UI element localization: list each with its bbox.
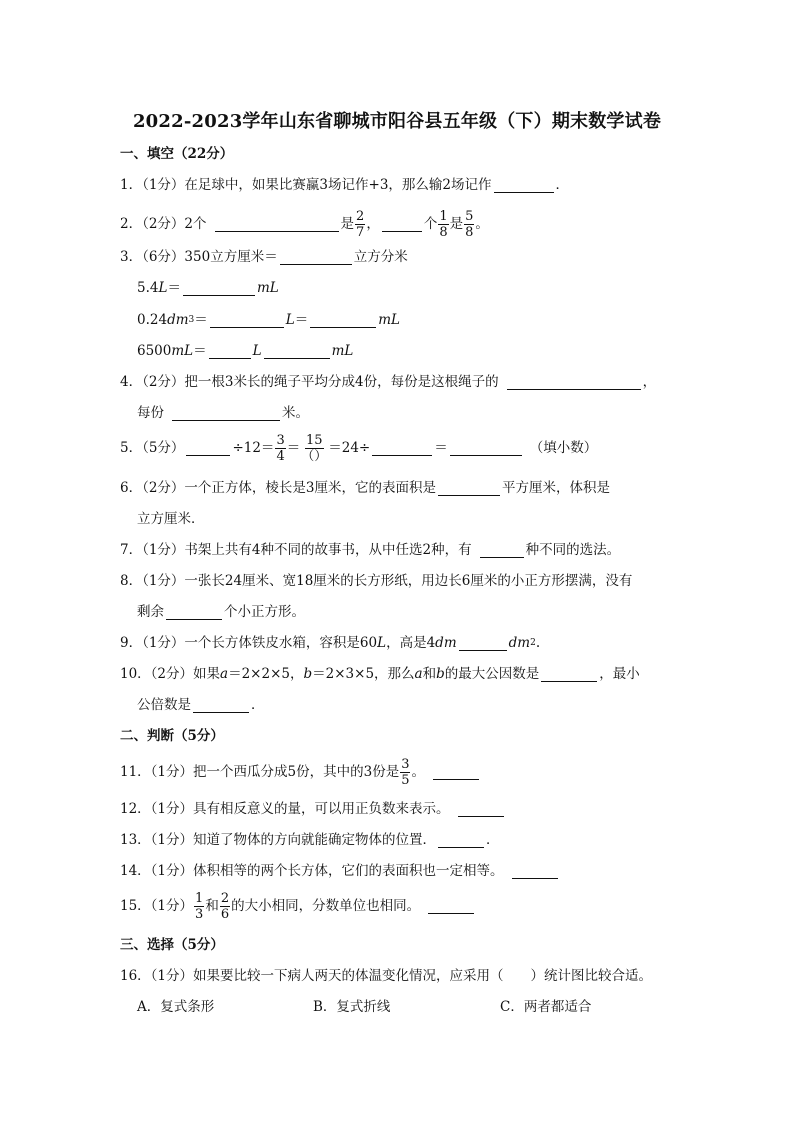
question-3-line-4 bbox=[137, 341, 353, 361]
question-14 bbox=[120, 861, 560, 881]
question-7-text: 7．（1分）书架上共有4种不同的故事书，从中任选2种，有 bbox=[120, 542, 472, 558]
unit: L bbox=[377, 635, 387, 651]
answer-blank[interactable] bbox=[209, 344, 251, 359]
fraction: $\frac{3}{4}$ bbox=[276, 432, 285, 464]
question-16 bbox=[120, 966, 652, 986]
answer-blank[interactable] bbox=[183, 281, 255, 296]
question-16-text: 16．（1分）如果要比较一下病人两天的体温变化情况，应采用（ ）统计图比较合适。 bbox=[120, 968, 653, 984]
unit: mL bbox=[256, 280, 279, 296]
fraction: $\frac{15}{()}$ bbox=[301, 432, 328, 464]
question-11-text: 11．（1分）把一个西瓜分成5份，其中的3份是 bbox=[120, 764, 400, 780]
unit: dm bbox=[508, 635, 531, 651]
variable: b bbox=[303, 666, 313, 682]
question-12 bbox=[120, 799, 506, 819]
question-6 bbox=[120, 478, 610, 498]
equals: ＝ bbox=[434, 440, 448, 456]
section-fill-in: 一、填空（22分） bbox=[120, 146, 234, 162]
question-10-end: ． bbox=[251, 697, 265, 713]
fraction: $\frac{1}{8}$ bbox=[439, 208, 448, 240]
fraction: $\frac{2}{7}$ bbox=[356, 208, 365, 240]
answer-blank[interactable] bbox=[428, 899, 474, 914]
variable: a bbox=[220, 666, 229, 682]
question-7 bbox=[120, 540, 620, 560]
question-8-text: 8．（1分）一张长24厘米、宽18厘米的长方形纸，用边长6厘米的小正方形摆满，没有 bbox=[120, 573, 633, 589]
question-13-text: 13．（1分）知道了物体的方向就能确定物体的位置． bbox=[120, 832, 437, 848]
question-2-text-e: 是 bbox=[449, 216, 464, 232]
question-13-end: ． bbox=[486, 832, 500, 848]
question-10-text-d: 和 bbox=[422, 666, 437, 682]
question-10-line-2 bbox=[137, 695, 265, 715]
question-7-end: 种不同的选法。 bbox=[525, 542, 621, 558]
unit: mL bbox=[331, 343, 354, 359]
option-a[interactable]: A．复式条形 bbox=[137, 999, 215, 1015]
equals: ＝ bbox=[294, 312, 309, 328]
question-9-text: 9．（1分）一个长方体铁皮水箱，容积是60 bbox=[120, 635, 378, 651]
question-5-end: （填小数） bbox=[529, 440, 598, 456]
fraction: $\frac{3}{5}$ bbox=[401, 756, 410, 788]
question-3-end: 立方分米 bbox=[353, 249, 408, 265]
value: 6500 bbox=[137, 343, 172, 359]
answer-blank[interactable] bbox=[480, 543, 524, 558]
question-10-text-c: ＝2×3×5，那么 bbox=[312, 666, 415, 682]
unit: dm bbox=[435, 635, 457, 651]
question-5-text: 5．（5分） bbox=[120, 440, 185, 456]
question-9-end: . bbox=[535, 635, 541, 651]
answer-blank[interactable] bbox=[210, 313, 284, 328]
question-2-text: 2．（2分）2个 bbox=[120, 216, 207, 232]
question-15-end: 的大小相同，分数单位也相同。 bbox=[231, 898, 421, 914]
question-4 bbox=[120, 372, 656, 392]
question-12-text: 12．（1分）具有相反意义的量，可以用正负数来表示。 bbox=[120, 801, 450, 817]
question-4-text-2: 每份 bbox=[137, 405, 164, 421]
question-11-end: 。 bbox=[411, 764, 425, 780]
unit: mL bbox=[171, 343, 194, 359]
answer-blank[interactable] bbox=[193, 698, 249, 713]
answer-blank[interactable] bbox=[438, 833, 484, 848]
question-14-text: 14．（1分）体积相等的两个长方体，它们的表面积也一定相等。 bbox=[120, 863, 504, 879]
question-1 bbox=[120, 175, 569, 195]
question-3-text: 3．（6分）350立方厘米＝ bbox=[120, 249, 278, 265]
variable: b bbox=[436, 666, 445, 682]
question-8 bbox=[120, 571, 632, 591]
value: 0.24 bbox=[137, 312, 168, 328]
question-15 bbox=[120, 888, 476, 924]
question-2 bbox=[120, 206, 489, 242]
answer-blank[interactable] bbox=[450, 441, 522, 456]
question-4-line-2 bbox=[137, 403, 309, 423]
question-10-text: 10．（2分）如果 bbox=[120, 666, 221, 682]
answer-blank[interactable] bbox=[166, 605, 222, 620]
answer-blank[interactable] bbox=[215, 217, 339, 232]
question-8-line-2 bbox=[137, 602, 305, 622]
option-c[interactable]: C．两者都适合 bbox=[500, 999, 592, 1015]
answer-blank[interactable] bbox=[458, 802, 504, 817]
question-6-text-2: 立方厘米． bbox=[137, 511, 205, 527]
answer-blank[interactable] bbox=[264, 344, 330, 359]
question-4-end-2: 米。 bbox=[282, 405, 309, 421]
question-8-end: 个小正方形。 bbox=[224, 604, 305, 620]
page-title: 2022-2023学年山东省聊城市阳谷县五年级（下）期末数学试卷 bbox=[132, 111, 662, 132]
question-15-text: 15．（1分） bbox=[120, 898, 194, 914]
question-11 bbox=[120, 754, 481, 790]
answer-blank[interactable] bbox=[541, 667, 597, 682]
value: 5.4 bbox=[137, 280, 159, 296]
equals: ＝ bbox=[286, 440, 301, 456]
question-3 bbox=[120, 247, 408, 267]
question-10-text-e: 的最大公因数是 bbox=[444, 666, 540, 682]
fraction: $\frac{5}{8}$ bbox=[465, 208, 474, 240]
unit: L bbox=[285, 312, 295, 328]
question-3-line-2 bbox=[137, 278, 279, 298]
section-multiple-choice: 三、选择（5分） bbox=[120, 937, 224, 953]
question-4-text: 4．（2分）把一根3米长的绳子平均分成4份，每份是这根绳子的 bbox=[120, 374, 499, 390]
answer-blank[interactable] bbox=[382, 217, 422, 232]
answer-blank[interactable] bbox=[172, 406, 280, 421]
answer-blank[interactable] bbox=[494, 178, 554, 193]
unit: mL bbox=[378, 312, 400, 328]
question-8-text-2: 剩余 bbox=[137, 604, 164, 620]
question-13 bbox=[120, 830, 500, 850]
question-6-text: 6．（2分）一个正方体，棱长是3厘米，它的表面积是 bbox=[120, 480, 437, 496]
question-2-end: 。 bbox=[475, 216, 489, 232]
section-true-false: 二、判断（5分） bbox=[120, 728, 224, 744]
question-6-line-2 bbox=[137, 509, 205, 529]
equals: ＝ bbox=[193, 343, 207, 359]
fraction: $\frac{2}{6}$ bbox=[220, 890, 230, 922]
question-2-text-d: 个 bbox=[423, 216, 438, 232]
variable: a bbox=[414, 666, 423, 682]
question-4-end: ， bbox=[642, 374, 657, 390]
answer-blank[interactable] bbox=[433, 765, 479, 780]
question-10-text-2: 公倍数是 bbox=[137, 697, 191, 713]
answer-blank[interactable] bbox=[507, 375, 641, 390]
answer-blank[interactable] bbox=[280, 250, 352, 265]
equals: ＝ bbox=[194, 312, 208, 328]
question-3-line-3 bbox=[137, 310, 400, 330]
question-10-text-f: ，最小 bbox=[599, 666, 640, 682]
unit: L bbox=[252, 343, 262, 359]
question-15-text-b: 和 bbox=[205, 898, 219, 914]
answer-blank[interactable] bbox=[459, 636, 507, 651]
equals: ＝ bbox=[167, 280, 181, 296]
fraction: $\frac{1}{3}$ bbox=[195, 890, 204, 922]
answer-blank[interactable] bbox=[372, 441, 432, 456]
question-9-text-b: ，高是4 bbox=[386, 635, 436, 651]
question-6-end: 平方厘米，体积是 bbox=[502, 480, 611, 496]
question-9 bbox=[120, 633, 540, 653]
answer-blank[interactable] bbox=[310, 313, 376, 328]
unit: L bbox=[158, 280, 168, 296]
question-10-text-b: ＝2×2×5， bbox=[228, 666, 304, 682]
question-5-text-d: ＝24÷ bbox=[328, 440, 371, 456]
exponent: 2 bbox=[530, 638, 536, 648]
question-2-text-c: ， bbox=[366, 216, 380, 232]
question-1-text: 1．（1分）在足球中，如果比赛赢3场记作+3，那么输2场记作 bbox=[120, 177, 492, 193]
question-5-text-b: ÷12＝ bbox=[232, 440, 275, 456]
question-1-end: ． bbox=[555, 177, 570, 193]
answer-blank[interactable] bbox=[512, 864, 558, 879]
exponent: 3 bbox=[188, 315, 195, 325]
question-2-text-b: 是 bbox=[340, 216, 355, 232]
answer-blank[interactable] bbox=[438, 481, 500, 496]
option-b[interactable]: B．复式折线 bbox=[313, 999, 391, 1015]
question-5 bbox=[120, 430, 597, 466]
unit: dm bbox=[167, 312, 189, 328]
question-10 bbox=[120, 664, 640, 684]
answer-blank[interactable] bbox=[186, 441, 230, 456]
